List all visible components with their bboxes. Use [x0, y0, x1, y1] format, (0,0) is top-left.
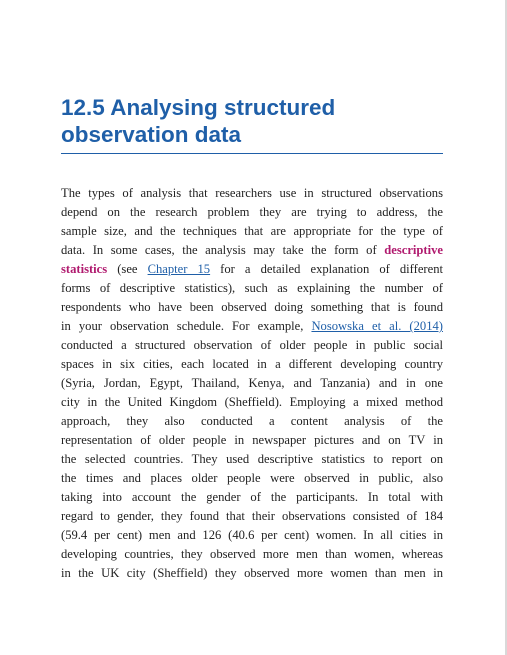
text-segment: (see — [107, 262, 148, 276]
text-line: in the UK city (Sheffield) they observed more women than men in — [61, 566, 443, 580]
text-line: regard to gender, they found that their observations consisted of 184 — [61, 509, 443, 523]
text-line — [61, 241, 443, 260]
chapter-15-link[interactable]: Chapter 15 — [147, 262, 211, 276]
text-line: spaces in six cities, each located in a different developing country — [61, 357, 443, 371]
text-segment: for a detailed explanation of different — [210, 262, 443, 276]
heading-rule — [61, 153, 443, 154]
text-line: (Syria, Jordan, Egypt, Thailand, Kenya, and Tanzania) and in one — [61, 376, 443, 390]
term-descriptive[interactable]: descriptive — [384, 243, 443, 257]
text-line: (59.4 per cent) men and 126 (40.6 per cent) women. In all cities in — [61, 528, 443, 542]
section-heading — [61, 94, 443, 148]
heading-line-2: observation data — [61, 122, 242, 147]
text-line: depend on the research problem they are trying to address, the — [61, 205, 443, 219]
text-line: approach, they also conducted a content analysis of the — [61, 414, 443, 428]
text-line: the times and places older people were observed in public, also — [61, 471, 443, 485]
text-segment: data. In some cases, the analysis may take the form of — [61, 243, 377, 257]
text-line: respondents who have been observed doing something that is found — [61, 300, 443, 314]
body-paragraph — [61, 184, 443, 583]
text-line: forms of descriptive statistics), such as explaining the number of — [61, 281, 443, 295]
text-segment: in your observation schedule. For example, — [61, 319, 312, 333]
text-line: developing countries, they observed more men than women, whereas — [61, 547, 443, 561]
text-line: the selected countries. They used descriptive statistics to report on — [61, 452, 443, 466]
heading-line-1: 12.5 Analysing structured — [61, 95, 336, 120]
text-line — [61, 260, 443, 279]
text-line — [61, 317, 443, 336]
nosowska-citation-link[interactable]: Nosowska et al. (2014) — [311, 319, 443, 333]
term-statistics[interactable]: statistics — [61, 262, 108, 276]
text-line: sample size, and the techniques that are appropriate for the type of — [61, 224, 443, 238]
text-line: The types of analysis that researchers use in structured observations — [61, 186, 443, 200]
text-line: city in the United Kingdom (Sheffield). Employing a mixed method — [61, 395, 443, 409]
text-line: taking into account the gender of the participants. In total with — [61, 490, 443, 504]
text-line: representation of older people in newspaper pictures and on TV in — [61, 433, 443, 447]
text-line: conducted a structured observation of older people in public social — [61, 338, 443, 352]
